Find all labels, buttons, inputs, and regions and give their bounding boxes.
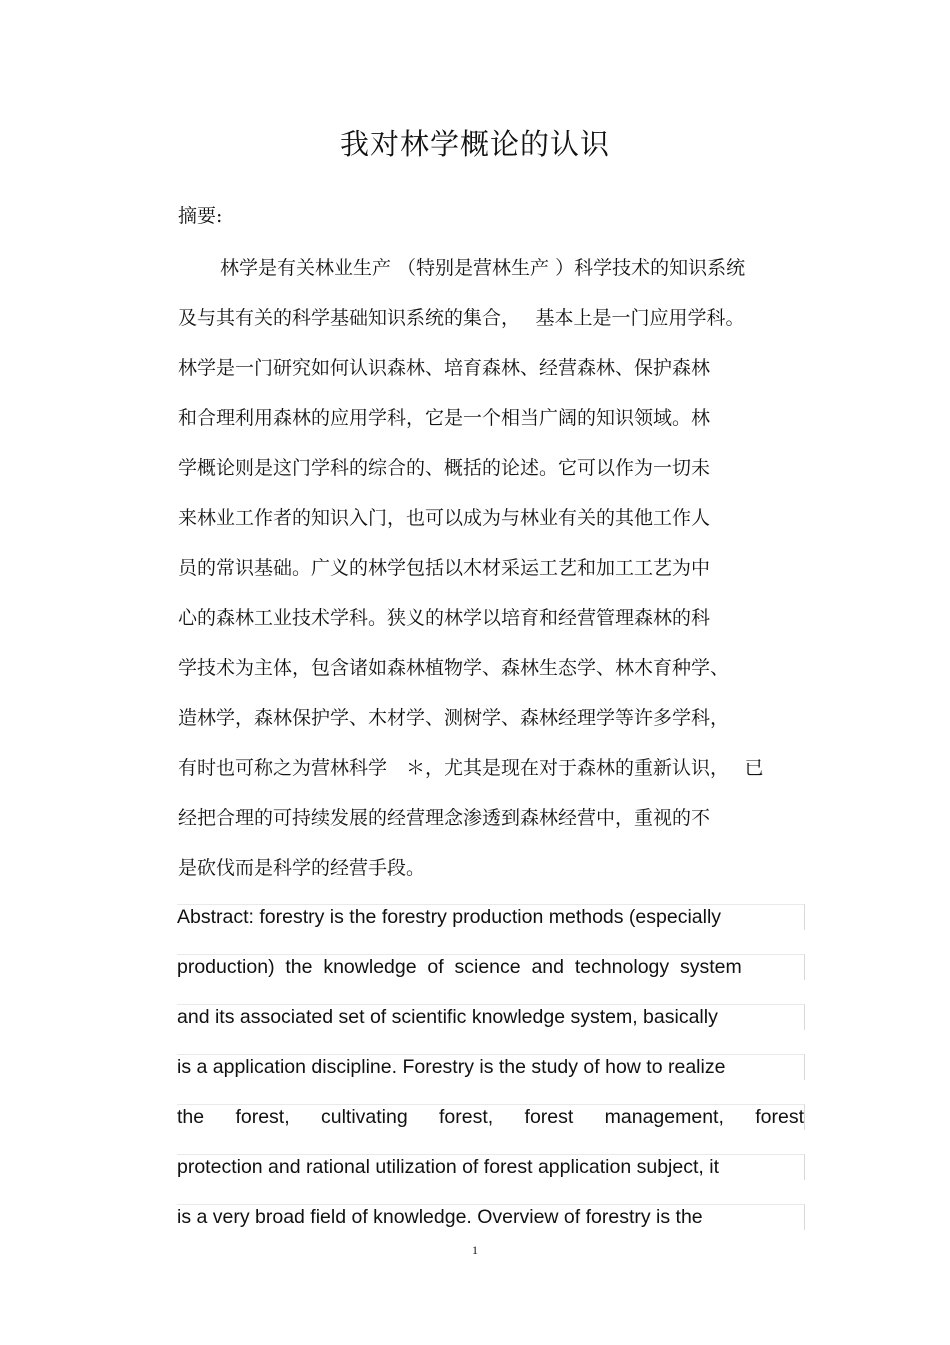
chinese-paragraph-line: 是砍伐而是科学的经营手段。 xyxy=(178,857,426,879)
chinese-paragraph-line: 林学是有关林业生产 （特别是营林生产 ）科学技术的知识系统 xyxy=(220,257,746,279)
abstract-label: 摘要: xyxy=(178,205,223,227)
chinese-paragraph-line: 和合理利用森林的应用学科，它是一个相当广阔的知识领域。林 xyxy=(178,407,711,429)
english-abstract-line: production) the knowledge of science and technology system xyxy=(177,954,805,980)
chinese-paragraph-line: 员的常识基础。广义的林学包括以木材采运工艺和加工工艺为中 xyxy=(178,557,711,579)
chinese-paragraph-line: 经把合理的可持续发展的经营理念渗透到森林经营中，重视的不 xyxy=(178,807,711,829)
chinese-paragraph-line: 及与其有关的科学基础知识系统的集合， 基本上是一门应用学科。 xyxy=(178,307,745,329)
chinese-paragraph-line: 心的森林工业技术学科。狭义的林学以培育和经营管理森林的科 xyxy=(178,607,711,629)
chinese-paragraph-line: 林学是一门研究如何认识森林、培育森林、经营森林、保护森林 xyxy=(178,357,711,379)
chinese-paragraph-line: 学技术为主体，包含诸如森林植物学、森林生态学、林木育种学、 xyxy=(178,657,730,679)
english-abstract-line: Abstract: forestry is the forestry production methods (especially xyxy=(177,904,805,930)
english-abstract-line: is a very broad field of knowledge. Overview of forestry is the xyxy=(177,1204,805,1230)
english-abstract-line: protection and rational utilization of forest application subject, it xyxy=(177,1154,805,1180)
document-title: 我对林学概论的认识 xyxy=(339,127,610,161)
english-abstract-line: is a application discipline. Forestry is the study of how to realize xyxy=(177,1054,805,1080)
chinese-paragraph-line: 学概论则是这门学科的综合的、概括的论述。它可以作为一切未 xyxy=(178,457,711,479)
chinese-paragraph-line: 有时也可称之为营林科学 ＊，尤其是现在对于森林的重新认识， 已 xyxy=(178,757,764,779)
page-number: 1 xyxy=(472,1243,478,1257)
chinese-paragraph-line: 造林学，森林保护学、木材学、测树学、森林经理学等许多学科， xyxy=(178,707,730,729)
english-abstract-line: and its associated set of scientific knowledge system, basically xyxy=(177,1004,805,1030)
english-abstract-line: the forest, cultivating forest, forest management, forest xyxy=(177,1106,804,1128)
chinese-paragraph-line: 来林业工作者的知识入门，也可以成为与林业有关的其他工作人 xyxy=(178,507,711,529)
